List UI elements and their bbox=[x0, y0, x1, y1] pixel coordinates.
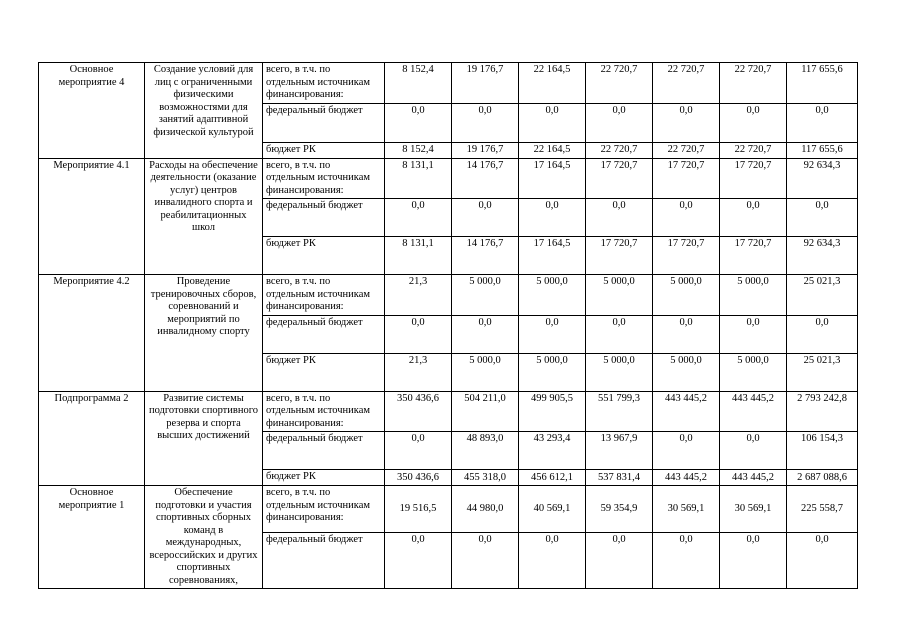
funding-source-cell: федеральный бюджет bbox=[263, 199, 385, 237]
amount-cell: 5 000,0 bbox=[519, 275, 586, 316]
section-name-cell: Подпрограмма 2 bbox=[39, 391, 145, 486]
amount-cell: 22 720,7 bbox=[586, 142, 653, 158]
amount-cell: 8 152,4 bbox=[385, 142, 452, 158]
amount-cell: 106 154,3 bbox=[787, 432, 858, 470]
amount-cell: 0,0 bbox=[385, 432, 452, 470]
amount-cell: 14 176,7 bbox=[452, 158, 519, 199]
amount-cell: 117 655,6 bbox=[787, 63, 858, 104]
amount-cell: 0,0 bbox=[519, 315, 586, 353]
description-cell: Проведение тренировочных сборов, соревнований и мероприятий по инвалидному спорту bbox=[145, 275, 263, 392]
amount-cell: 5 000,0 bbox=[519, 353, 586, 391]
amount-cell: 22 720,7 bbox=[653, 63, 720, 104]
amount-cell: 44 980,0 bbox=[452, 486, 519, 533]
amount-cell: 0,0 bbox=[586, 199, 653, 237]
funding-source-cell: бюджет РК bbox=[263, 142, 385, 158]
amount-cell: 0,0 bbox=[787, 532, 858, 588]
amount-cell: 443 445,2 bbox=[653, 391, 720, 432]
table-row bbox=[39, 158, 858, 199]
amount-cell: 0,0 bbox=[720, 199, 787, 237]
amount-cell: 2 687 088,6 bbox=[787, 470, 858, 486]
amount-cell: 30 569,1 bbox=[653, 486, 720, 533]
amount-cell: 443 445,2 bbox=[720, 470, 787, 486]
amount-cell: 0,0 bbox=[586, 315, 653, 353]
amount-cell: 0,0 bbox=[787, 199, 858, 237]
amount-cell: 0,0 bbox=[653, 432, 720, 470]
funding-source-cell: федеральный бюджет bbox=[263, 432, 385, 470]
amount-cell: 13 967,9 bbox=[586, 432, 653, 470]
amount-cell: 92 634,3 bbox=[787, 237, 858, 275]
amount-cell: 21,3 bbox=[385, 275, 452, 316]
amount-cell: 0,0 bbox=[720, 432, 787, 470]
amount-cell: 117 655,6 bbox=[787, 142, 858, 158]
amount-cell: 22 164,5 bbox=[519, 142, 586, 158]
section-name-cell: Основное мероприятие 1 bbox=[39, 486, 145, 589]
amount-cell: 17 720,7 bbox=[720, 158, 787, 199]
amount-cell: 2 793 242,8 bbox=[787, 391, 858, 432]
description-cell: Создание условий для лиц с ограниченными физическими возможностями для занятий адаптивной физической культурой bbox=[145, 63, 263, 159]
funding-source-cell: федеральный бюджет bbox=[263, 532, 385, 588]
amount-cell: 17 164,5 bbox=[519, 158, 586, 199]
amount-cell: 0,0 bbox=[653, 199, 720, 237]
amount-cell: 225 558,7 bbox=[787, 486, 858, 533]
amount-cell: 43 293,4 bbox=[519, 432, 586, 470]
amount-cell: 443 445,2 bbox=[653, 470, 720, 486]
amount-cell: 22 720,7 bbox=[653, 142, 720, 158]
amount-cell: 537 831,4 bbox=[586, 470, 653, 486]
amount-cell: 0,0 bbox=[452, 103, 519, 142]
amount-cell: 0,0 bbox=[519, 103, 586, 142]
description-cell: Развитие системы подготовки спортивного резерва и спорта высших достижений bbox=[145, 391, 263, 486]
amount-cell: 19 176,7 bbox=[452, 142, 519, 158]
amount-cell: 0,0 bbox=[385, 532, 452, 588]
amount-cell: 5 000,0 bbox=[653, 275, 720, 316]
amount-cell: 22 164,5 bbox=[519, 63, 586, 104]
amount-cell: 0,0 bbox=[519, 532, 586, 588]
amount-cell: 0,0 bbox=[653, 532, 720, 588]
description-cell: Обеспечение подготовки и участия спортивных сборных команд в международных, всероссийских и других спортивных соревнованиях, bbox=[145, 486, 263, 589]
amount-cell: 5 000,0 bbox=[720, 353, 787, 391]
amount-cell: 5 000,0 bbox=[586, 275, 653, 316]
amount-cell: 504 211,0 bbox=[452, 391, 519, 432]
amount-cell: 8 131,1 bbox=[385, 158, 452, 199]
amount-cell: 551 799,3 bbox=[586, 391, 653, 432]
amount-cell: 17 720,7 bbox=[653, 158, 720, 199]
amount-cell: 0,0 bbox=[586, 532, 653, 588]
amount-cell: 0,0 bbox=[385, 103, 452, 142]
amount-cell: 19 516,5 bbox=[385, 486, 452, 533]
amount-cell: 22 720,7 bbox=[720, 142, 787, 158]
table-row bbox=[39, 391, 858, 432]
section-name-cell: Мероприятие 4.2 bbox=[39, 275, 145, 392]
table-row bbox=[39, 275, 858, 316]
amount-cell: 17 720,7 bbox=[720, 237, 787, 275]
amount-cell: 350 436,6 bbox=[385, 391, 452, 432]
amount-cell: 5 000,0 bbox=[653, 353, 720, 391]
amount-cell: 22 720,7 bbox=[720, 63, 787, 104]
amount-cell: 0,0 bbox=[787, 315, 858, 353]
funding-source-cell: бюджет РК bbox=[263, 237, 385, 275]
amount-cell: 0,0 bbox=[787, 103, 858, 142]
description-cell: Расходы на обеспечение деятельности (оказание услуг) центров инвалидного спорта и реабилитационных школ bbox=[145, 158, 263, 275]
amount-cell: 5 000,0 bbox=[452, 275, 519, 316]
amount-cell: 350 436,6 bbox=[385, 470, 452, 486]
funding-source-cell: всего, в т.ч. по отдельным источникам финансирования: bbox=[263, 486, 385, 533]
funding-source-cell: бюджет РК bbox=[263, 470, 385, 486]
amount-cell: 19 176,7 bbox=[452, 63, 519, 104]
section-name-cell: Основное мероприятие 4 bbox=[39, 63, 145, 159]
amount-cell: 0,0 bbox=[586, 103, 653, 142]
table-body bbox=[39, 63, 858, 589]
amount-cell: 0,0 bbox=[385, 315, 452, 353]
amount-cell: 0,0 bbox=[519, 199, 586, 237]
section-name-cell: Мероприятие 4.1 bbox=[39, 158, 145, 275]
funding-source-cell: всего, в т.ч. по отдельным источникам финансирования: bbox=[263, 391, 385, 432]
amount-cell: 17 164,5 bbox=[519, 237, 586, 275]
funding-source-cell: всего, в т.ч. по отдельным источникам финансирования: bbox=[263, 63, 385, 104]
amount-cell: 0,0 bbox=[720, 315, 787, 353]
amount-cell: 8 152,4 bbox=[385, 63, 452, 104]
amount-cell: 0,0 bbox=[452, 315, 519, 353]
amount-cell: 8 131,1 bbox=[385, 237, 452, 275]
amount-cell: 5 000,0 bbox=[720, 275, 787, 316]
amount-cell: 17 720,7 bbox=[653, 237, 720, 275]
amount-cell: 92 634,3 bbox=[787, 158, 858, 199]
amount-cell: 40 569,1 bbox=[519, 486, 586, 533]
funding-source-cell: федеральный бюджет bbox=[263, 103, 385, 142]
amount-cell: 0,0 bbox=[452, 199, 519, 237]
funding-source-cell: бюджет РК bbox=[263, 353, 385, 391]
amount-cell: 25 021,3 bbox=[787, 275, 858, 316]
amount-cell: 30 569,1 bbox=[720, 486, 787, 533]
funding-source-cell: всего, в т.ч. по отдельным источникам финансирования: bbox=[263, 275, 385, 316]
amount-cell: 17 720,7 bbox=[586, 237, 653, 275]
amount-cell: 0,0 bbox=[452, 532, 519, 588]
amount-cell: 5 000,0 bbox=[586, 353, 653, 391]
amount-cell: 5 000,0 bbox=[452, 353, 519, 391]
amount-cell: 48 893,0 bbox=[452, 432, 519, 470]
amount-cell: 22 720,7 bbox=[586, 63, 653, 104]
funding-source-cell: всего, в т.ч. по отдельным источникам финансирования: bbox=[263, 158, 385, 199]
table-row bbox=[39, 486, 858, 533]
table-row bbox=[39, 63, 858, 104]
amount-cell: 0,0 bbox=[653, 103, 720, 142]
funding-source-cell: федеральный бюджет bbox=[263, 315, 385, 353]
amount-cell: 21,3 bbox=[385, 353, 452, 391]
budget-table bbox=[38, 62, 858, 589]
amount-cell: 499 905,5 bbox=[519, 391, 586, 432]
amount-cell: 443 445,2 bbox=[720, 391, 787, 432]
amount-cell: 0,0 bbox=[720, 532, 787, 588]
amount-cell: 456 612,1 bbox=[519, 470, 586, 486]
amount-cell: 0,0 bbox=[653, 315, 720, 353]
amount-cell: 0,0 bbox=[720, 103, 787, 142]
amount-cell: 17 720,7 bbox=[586, 158, 653, 199]
amount-cell: 0,0 bbox=[385, 199, 452, 237]
amount-cell: 59 354,9 bbox=[586, 486, 653, 533]
amount-cell: 25 021,3 bbox=[787, 353, 858, 391]
amount-cell: 14 176,7 bbox=[452, 237, 519, 275]
amount-cell: 455 318,0 bbox=[452, 470, 519, 486]
